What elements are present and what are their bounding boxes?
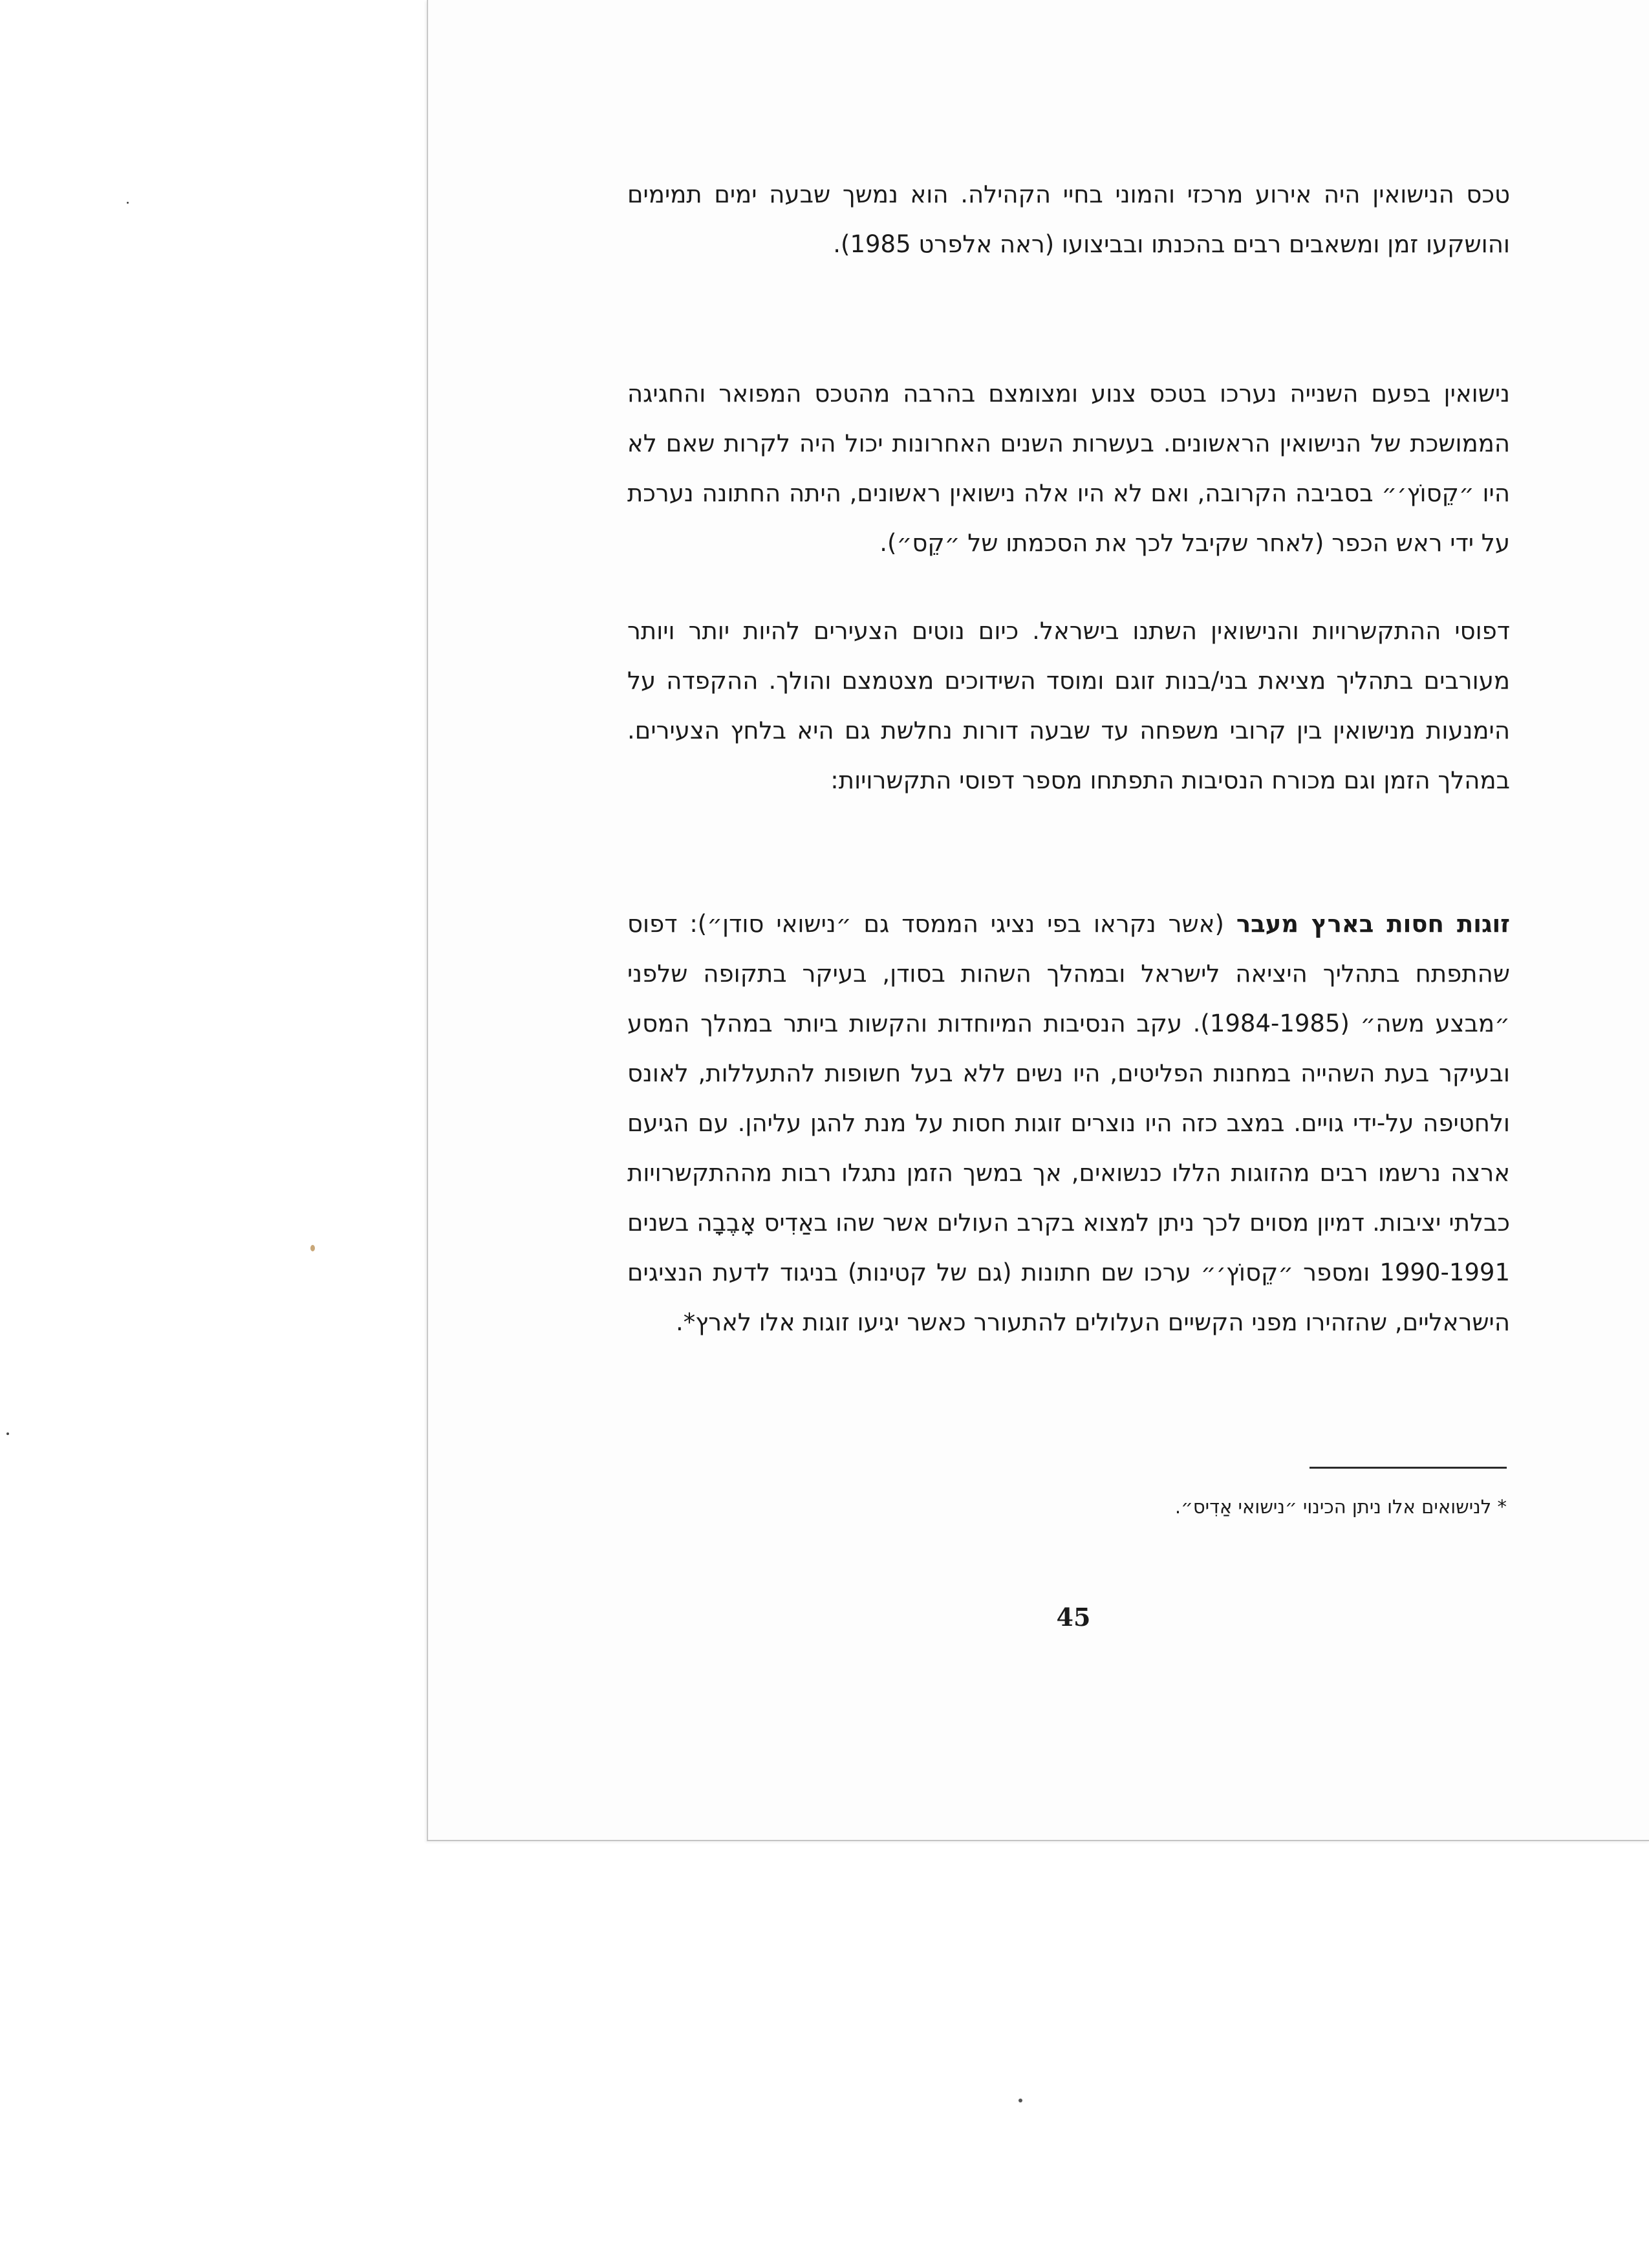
paragraph-wedding-ceremony bbox=[627, 169, 1510, 269]
scan-speck bbox=[1018, 2099, 1022, 2102]
paragraph-protection-couples bbox=[627, 899, 1510, 1347]
paragraph-second-marriage bbox=[627, 369, 1510, 568]
paragraph-4-text bbox=[627, 899, 1510, 1347]
paragraph-1-text: טכס הנישואין היה אירוע מרכזי והמוני בחיי הקהילה. הוא נמשך שבעה ימים תמימים והושקעו זמן ומשאבים רבים בהכנתו ובביצועו (ראה אלפרט 1985). bbox=[627, 180, 1510, 258]
paragraph-3-text: דפוסי ההתקשרויות והנישואין השתנו בישראל. כיום נוטים הצעירים להיות יותר ויותר מעורבים בתהליך מציאת בני/בנות זוגם ומוסד השידוכים מצטמצם והולך. ההקפדה על הימנעות מנישואין בין קרובי משפחה עד שבעה דורות נחלשת גם היא בלחץ הצעירים. במהלך הזמן וגם מכורח הנסיבות התפתחו מספר דפוסי התקשרויות: bbox=[627, 617, 1510, 794]
scan-speck bbox=[127, 202, 129, 204]
paragraph-4-body: (אשר נקראו בפי נציגי הממסד גם ״נישואי סודן״): דפוס שהתפתח בתהליך היציאה לישראל ובמהלך השהות בסודן, בעיקר בתקופה שלפני ״מבצע משה״ (1984-1985). עקב הנסיבות המיוחדות והקשות ביותר במהלך המסע ובעיקר בעת השהייה במחנות הפליטים, היו נשים ללא בעל חשופות להתעללות, לאונס ולחטיפה על-ידי גויים. במצב כזה היו נוצרים זוגות חסות על מנת להגן עליהן. עם הגיעם ארצה נרשמו רבים מהזוגות הללו כנשואים, אך במשך הזמן נתגלו רבות מההתקשרויות כבלתי יציבות. דמיון מסוים לכך ניתן למצוא בקרב העולים אשר שהו באַדִיס אָבֶבָה בשנים 1990-1991 ומספר ״קֵסוֹץ׳״ ערכו שם חתונות (גם של קטינות) בניגוד לדעת הנציגים הישראליים, שהזהירו מפני הקשיים העלולים להתעורר כאשר יגיעו זוגות אלו לארץ*. bbox=[627, 910, 1510, 1336]
paragraph-4-bold-lead: זוגות חסות בארץ מעבר bbox=[1236, 910, 1510, 938]
page-number: 45 bbox=[1056, 1603, 1091, 1632]
footnote: * לנישואים אלו ניתן הכינוי ״נישואי אַדִיס״. bbox=[1174, 1496, 1507, 1518]
scan-speck bbox=[310, 1245, 315, 1251]
paragraph-2-text: נישואין בפעם השנייה נערכו בטכס צנוע ומצומצם בהרבה מהטכס המפואר והחגיגה הממושכת של הנישואין הראשונים. בעשרות השנים האחרונות יכול היה לקרות שאם לא היו ״קֵסוֹץ׳״ בסביבה הקרובה, ואם לא היו אלה נישואין ראשונים, היתה החתונה נערכת על ידי ראש הכפר (לאחר שקיבל לכך את הסכמתו של ״קֵס״). bbox=[627, 380, 1510, 557]
footnote-divider bbox=[1310, 1467, 1507, 1469]
paragraph-marriage-patterns bbox=[627, 606, 1510, 805]
scan-speck bbox=[6, 1432, 9, 1435]
